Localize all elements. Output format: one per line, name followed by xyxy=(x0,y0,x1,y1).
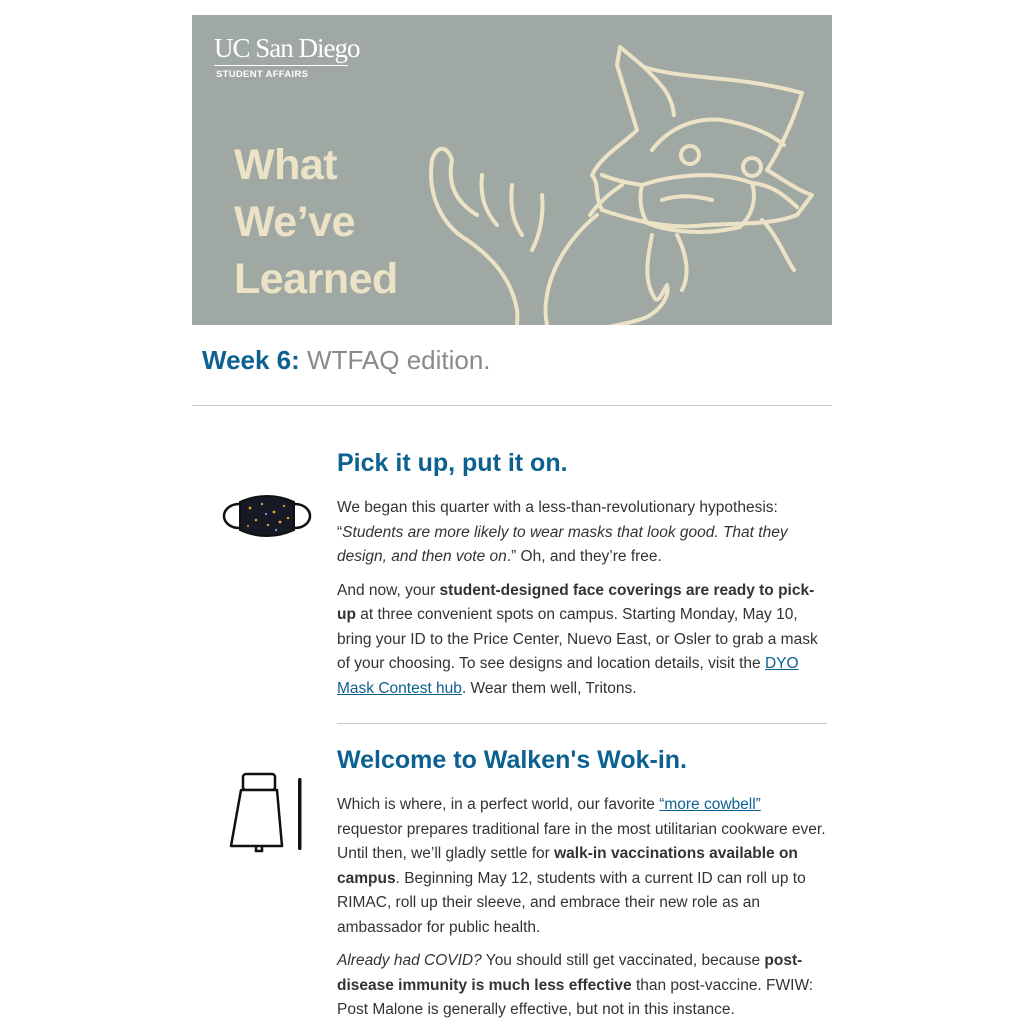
section-title-masks: Pick it up, put it on. xyxy=(337,449,568,477)
text: Which is where, in a perfect world, our favorite xyxy=(337,796,660,813)
text: . Wear them well, Tritons. xyxy=(461,679,637,697)
text-italic: Students are more likely to wear masks that look good. That they design, and then vote on xyxy=(337,523,788,565)
text: at three convenient spots on campus. Starting Monday, May 10, bring your ID to the Price Center, Nuevo East, or Osler to grab a mask of your choosing. To see designs and location details, visit the xyxy=(337,606,818,672)
more-cowbell-link[interactable]: “more cowbell” xyxy=(659,796,761,813)
dyo-mask-contest-link[interactable]: DYO Mask Contest hub xyxy=(337,655,799,697)
section-vaccines xyxy=(337,744,827,1032)
text: And now, your xyxy=(337,581,440,599)
text-bold: student-designed face coverings are ready to pick-up xyxy=(337,581,815,623)
paragraph xyxy=(337,793,827,940)
text: .” Oh, and they’re free. xyxy=(506,548,662,565)
text-italic: Already had COVID? xyxy=(337,952,482,969)
logo-wordmark: UC San Diego xyxy=(214,33,360,63)
paragraph xyxy=(337,496,827,570)
text: You should still get vaccinated, because xyxy=(481,952,765,969)
divider-middle xyxy=(337,723,827,724)
face-mask-icon xyxy=(222,492,312,540)
text: We began this quarter with a less-than-revolutionary hypothesis: “ xyxy=(337,499,778,541)
text: requestor prepares traditional fare in the most utilitarian cookware ever. Until then, we’ll gladly settle for xyxy=(337,820,826,862)
headline-line-3: Learned xyxy=(234,255,398,303)
paragraph xyxy=(337,949,827,1023)
divider-top xyxy=(192,405,832,406)
headline-line-2: We’ve xyxy=(234,198,355,246)
section-title-vaccines: Welcome to Walken's Wok-in. xyxy=(337,746,687,774)
text-bold: walk-in vaccinations available on campus xyxy=(337,845,798,887)
logo-divider xyxy=(214,65,348,66)
week-number: Week 6: xyxy=(202,345,300,375)
wok-pan-icon xyxy=(228,772,308,854)
logo-subtitle: STUDENT AFFAIRS xyxy=(216,69,309,80)
hero-banner xyxy=(192,15,832,325)
text: than post-vaccine. FWIW: Post Malone is generally effective, but not in this instance. xyxy=(337,976,814,1018)
paragraph xyxy=(337,579,827,702)
text: . Beginning May 12, students with a current ID can roll up to RIMAC, roll up their sleeve, and embrace their new role as an ambassador for public health. xyxy=(337,869,806,936)
section-masks xyxy=(337,447,827,710)
headline-line-1: What xyxy=(234,141,338,189)
otter-illustration xyxy=(422,35,822,325)
week-edition: WTFAQ edition. xyxy=(307,345,491,375)
banner-headline xyxy=(234,137,398,308)
week-heading xyxy=(202,345,491,376)
text-bold: post-disease immunity is much less effective xyxy=(337,952,803,994)
ucsd-logo[interactable] xyxy=(214,33,360,80)
